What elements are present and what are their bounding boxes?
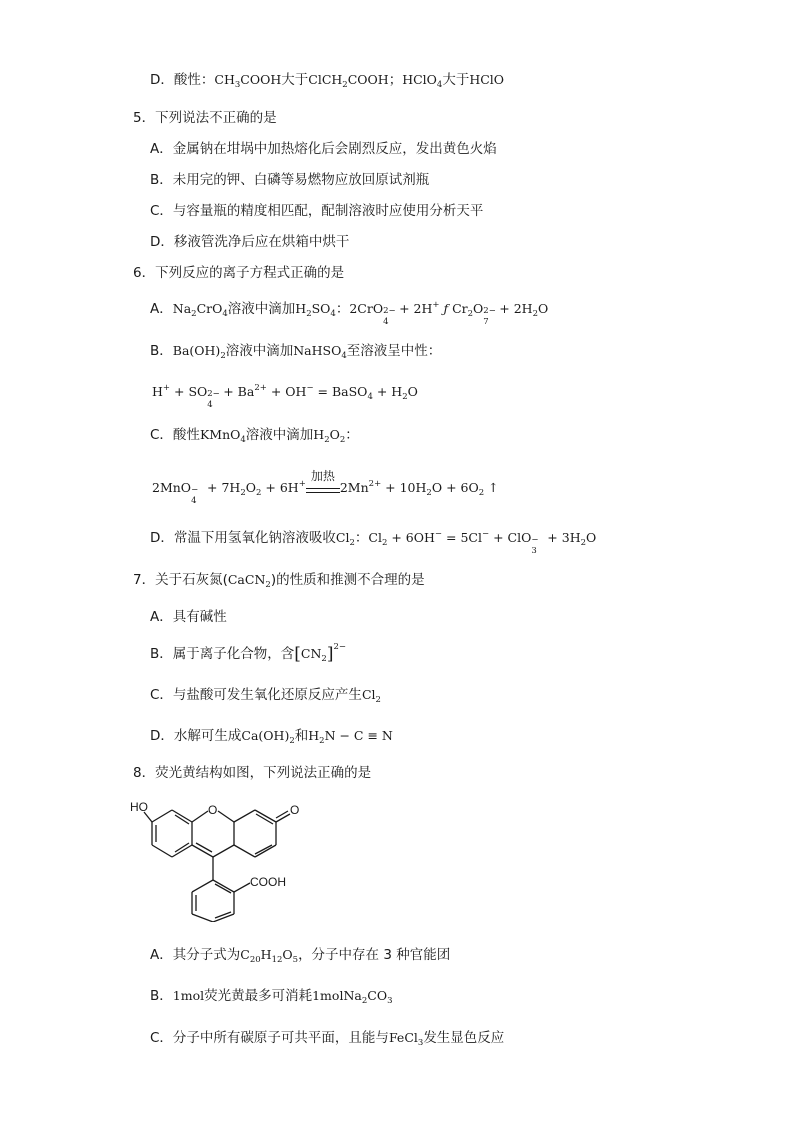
text: ，分子中存在 3 种官能团 (298, 947, 451, 963)
q5-option-c: C．与容量瓶的精度相匹配，配制溶液时应使用分析天平 (150, 203, 484, 219)
option-label: B． (150, 988, 173, 1004)
formula-sulfuric-acid: $H_2SO_4$ (295, 301, 336, 319)
reaction-arrow-heat: 加热 (306, 476, 340, 494)
formula-barium-hydroxide: $Ba(OH)_2$ (172, 343, 226, 361)
formula-chlorine: $Cl_2$ (335, 530, 355, 548)
q6-option-d (150, 529, 597, 556)
text: 溶液中滴加 (225, 343, 294, 359)
q6-option-c (150, 426, 359, 444)
q8-option-c (150, 1029, 504, 1047)
option-label: A．其分子式为 (150, 947, 241, 963)
text: 大于 (442, 72, 470, 88)
ring-oxygen-label: O (208, 803, 218, 817)
q5-option-a: A．金属钠在坩埚中加热熔化后会剧烈反应，发出黄色火焰 (150, 141, 497, 157)
q6-equation-c: 2MnO − 4 + $7H_2O_2 + 6H^+$ 加热 $2Mn^{2+} + 10H_2O + 6O_2$ ↑ (152, 469, 499, 506)
option-label: B．属于离子化合物，含 (150, 646, 295, 662)
formula-sodium-chromate: $Na_2CrO_4$ (172, 301, 228, 319)
q6-option-a (150, 300, 549, 327)
colon: ： (335, 301, 350, 317)
q7-stem: 7．关于石灰氮(CaCN$_2$)的性质和推测不合理的是 (133, 572, 425, 590)
separator: ； (388, 72, 403, 88)
equation-a: 2CrO 2− 4 + 2H+ ƒ $Cr_2O$ 2− 7 + $2H_2O$ (349, 300, 549, 327)
formula-calcium-hydroxide: $Ca(OH)_2$ (241, 728, 295, 746)
cooh-label: COOH (250, 875, 286, 889)
option-label: C．酸性 (150, 427, 200, 443)
fluorescein-structure-diagram (128, 792, 338, 922)
formula-perchloric: HClO$_4$ (402, 72, 443, 90)
formula-cn2-ion: $[CN_2]^{2-}$ (294, 642, 347, 664)
amount: 1mol (172, 988, 205, 1003)
text: 和 (294, 728, 309, 744)
text: 至溶液呈中性： (346, 343, 442, 359)
colon: ： (345, 427, 359, 443)
keto-oxygen-label: O (290, 803, 300, 817)
q7-option-d (150, 727, 393, 745)
text: 大于 (281, 72, 309, 88)
q8-stem: 8．荧光黄结构如图，下列说法正确的是 (133, 765, 372, 781)
colon: ： (354, 530, 369, 546)
formula-sodium-carbonate: $1molNa_2CO_3$ (312, 988, 393, 1006)
formula-hydrogen-peroxide: $H_2O_2$ (313, 427, 346, 445)
q8-option-b (150, 987, 393, 1005)
q6-equation-b: H+ + SO 2− 4 + $Ba^{2+} + OH^-$ = BaSO$_4$ + $H_2O$ (152, 383, 418, 410)
formula-sodium-bisulfate: NaHSO$_4$ (293, 343, 347, 361)
q5-stem: 5．下列说法不正确的是 (133, 110, 277, 126)
formula-acetic: $CH_3COOH$ (214, 72, 282, 90)
formula-chlorine: $Cl_2$ (361, 687, 381, 705)
formula-chloroacetic: ClCH$_2$COOH (308, 72, 389, 90)
q7-option-a: A．具有碱性 (150, 609, 227, 625)
q6-stem: 6．下列反应的离子方程式正确的是 (133, 265, 345, 281)
text: 溶液中滴加 (245, 427, 314, 443)
text: 发生显色反应 (423, 1030, 505, 1046)
option-label: C．与盐酸可发生氧化还原反应产生 (150, 687, 362, 703)
formula-hypochlorous: HClO (469, 72, 505, 87)
option-label: A． (150, 301, 173, 317)
text: 溶液中滴加 (227, 301, 296, 317)
q5-option-b: B．未用完的钾、白磷等易燃物应放回原试剂瓶 (150, 172, 430, 188)
formula-cyanamide: $H_2N - C \equiv N$ (308, 728, 393, 746)
gas-arrow-icon: ↑ (484, 480, 499, 495)
q7-option-b (150, 642, 347, 664)
q6-option-b (150, 342, 441, 360)
formula-permanganate: KMnO$_4$ (199, 427, 246, 445)
formula-ferric-chloride: FeCl$_3$ (388, 1030, 424, 1048)
q5-option-d: D．移液管洗净后应在烘箱中烘干 (150, 234, 350, 250)
text: 荧光黄最多可消耗 (204, 988, 313, 1004)
q7-option-c (150, 686, 381, 704)
ho-label: HO (130, 800, 148, 814)
formula-calcium-cyanamide: CaCN$_2$ (227, 572, 271, 590)
option-label: D．水解可生成 (150, 728, 242, 744)
formula-fluorescein: $C_{20}H_{12}O_5$ (240, 947, 299, 965)
option-label: C．分子中所有碳原子可共平面，且能与 (150, 1030, 389, 1046)
option-label: D．酸性： (150, 72, 215, 88)
q8-option-a (150, 946, 450, 964)
equation-d: $Cl_2 + 6OH^- = 5Cl^-$ + ClO − 3 + $3H_2O$ (368, 529, 597, 556)
option-label: B． (150, 343, 173, 359)
q4-option-d (150, 71, 504, 89)
option-label: D．常温下用氢氧化钠溶液吸收 (150, 530, 336, 546)
